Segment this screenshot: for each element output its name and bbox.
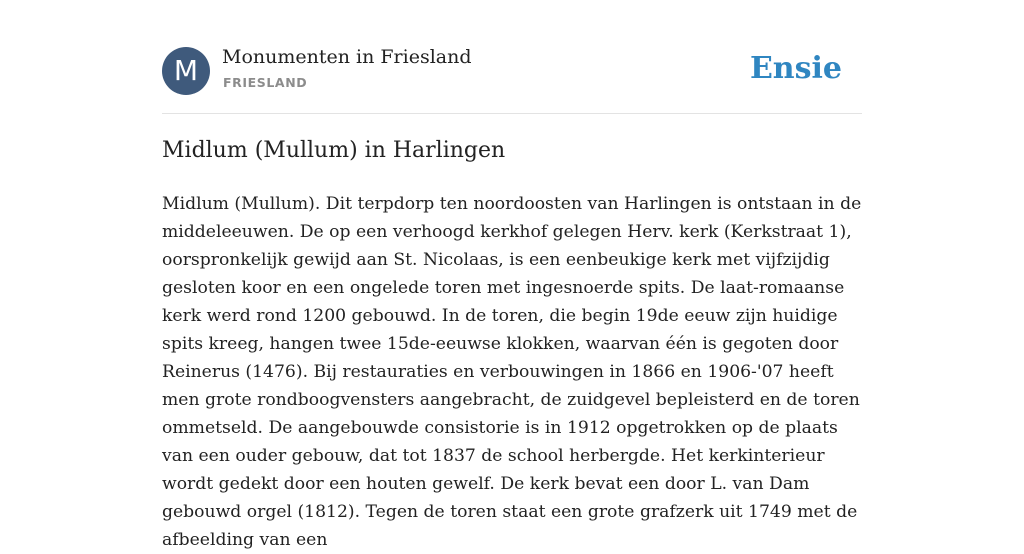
brand-logo[interactable]: Ensie — [749, 51, 842, 86]
site-subtitle: FRIESLAND — [223, 75, 308, 90]
avatar[interactable]: M — [162, 47, 210, 95]
article-heading: Midlum (Mullum) in Harlingen — [162, 138, 506, 163]
header — [162, 46, 862, 96]
site-title[interactable]: Monumenten in Friesland — [222, 46, 472, 68]
divider — [162, 113, 862, 114]
article-body: Midlum (Mullum). Dit terpdorp ten noordoosten van Harlingen is ontstaan in de middeleeuwen. De op een verhoogd kerkhof gelegen Herv. kerk (Kerkstraat 1), oorspronkelijk gewijd aan St. Nicolaas, is een eenbeukige kerk met vijfzijdig gesloten koor en een ongelede toren met ingesnoerde spits. De laat-romaanse kerk werd rond 1200 gebouwd. In de toren, die begin 19de eeuw zijn huidige spits kreeg, hangen twee 15de-eeuwse klokken, waarvan één is gegoten door Reinerus (1476). Bij restauraties en verbouwingen in 1866 en 1906-'07 heeft men grote rondboogvensters aangebracht, de zuidgevel bepleisterd en de toren ommetseld. De aangebouwde consistorie is in 1912 opgetrokken op de plaats van een ouder gebouw, dat tot 1837 de school herbergde. Het kerkinterieur wordt gedekt door een houten gewelf. De kerk bevat een door L. van Dam gebouwd orgel (1812). Tegen de toren staat een grote grafzerk uit 1749 met de afbeelding van een — [162, 194, 862, 550]
